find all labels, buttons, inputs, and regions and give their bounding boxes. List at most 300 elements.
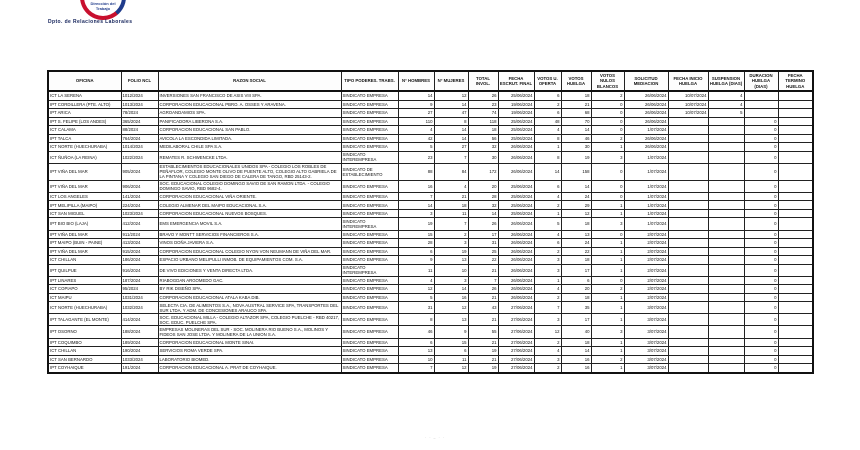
cell: 0 [744,143,778,152]
cell: 27/06/2024 [498,355,534,364]
cell [708,276,744,285]
cell: 14 [561,126,591,135]
table-row [48,302,813,314]
cell: SOC. EDUCACIONAL COLEGIO DOMINGO SAVIO DE SAN RAMON LTDA. - COLEGIO DOMINGO SAVIO, RBD 9682-4. [158,180,341,192]
cell [668,151,708,163]
cell: 31 [398,302,434,314]
cell [668,163,708,180]
cell: 20 [468,180,498,192]
cell: 26/06/2024 [624,117,668,126]
cell: 0 [744,180,778,192]
cell [668,180,708,192]
cell: 19/06/2024 [498,100,534,109]
cell [708,163,744,180]
cell: 27/06/2024 [498,338,534,347]
cell: 3/07/2024 [624,347,668,356]
cell: 25/06/2024 [498,134,534,143]
cell: 16 [561,355,591,364]
cell: 3/07/2024 [624,302,668,314]
cell: 1012/2024 [121,91,158,100]
cell: 1 [591,201,624,210]
table-row [48,91,813,100]
cell: 17 [468,230,498,239]
cell: 13 [561,230,591,239]
cell: CORPORACION EDUCACIONAL MONTE SINAI. [158,338,341,347]
cell: 12 [434,302,468,314]
cell: 6 [534,180,561,192]
cell: 26/06/2024 [498,247,534,256]
cell [778,117,813,126]
cell: 14 [468,209,498,218]
cell: 1/07/2024 [624,209,668,218]
cell: 1/07/2024 [624,218,668,230]
cell [778,247,813,256]
cell [708,247,744,256]
cell: 0 [744,247,778,256]
cell: 13 [398,347,434,356]
cell [668,247,708,256]
cell: 26/06/2024 [498,218,534,230]
cell: DE VIVO EDICIONES Y VENTA DIRECTA LTDA. [158,264,341,276]
cell [708,293,744,302]
cell [778,276,813,285]
cell [778,256,813,265]
cell: 0 [744,347,778,356]
cell: 1/07/2024 [624,180,668,192]
cell: SINDICATO EMPRESA [341,91,398,100]
table-row [48,100,813,109]
cell: ICT LA SERENA [48,91,121,100]
cell: 1 [591,247,624,256]
cell: 412/2024 [121,218,158,230]
cell: IPT VIÑA DEL MAR [48,180,121,192]
cell: 2 [534,293,561,302]
cell: SINDICATO EMPRESA [341,230,398,239]
cell: 3 [534,256,561,265]
cell [778,364,813,373]
table-head [48,71,813,91]
cell: 1 [591,264,624,276]
cell [778,355,813,364]
cell [668,201,708,210]
column-header: VOTOS HUELGA [561,71,591,91]
cell: 4 [708,91,744,100]
table-row [48,192,813,201]
cell: 26/06/2024 [498,143,534,152]
cell: 12 [434,364,468,373]
cell: 3/07/2024 [624,355,668,364]
cell: 0 [744,230,778,239]
cell: 7 [398,192,434,201]
cell: EMPRESAS MOLINERAS DEL SUR - SOC. MOLINERA RIO BUENO S.A., MOLINOS Y FIDEOS SAN JOSE LTDA. Y MOLINERA DE LA UNION S.A. [158,326,341,338]
table-row [48,109,813,118]
cell [778,180,813,192]
cell: SINDICATO EMPRESA [341,276,398,285]
table-row [48,117,813,126]
column-header: N° MUJERES [434,71,468,91]
cell [708,347,744,356]
cell: IPT TALAGANTE (EL MONTE) [48,314,121,326]
cell: 1013/2024 [121,100,158,109]
cell: SINDICATO EMPRESA [341,355,398,364]
cell: 6 [398,247,434,256]
cell: 3 [534,264,561,276]
cell: 46 [398,326,434,338]
cell: 2 [591,134,624,143]
cell: 14 [434,126,468,135]
cell: 27/06/2024 [498,364,534,373]
column-header: FECHA ESCRUT. FINAL [498,71,534,91]
cell: IPT QUILPUE [48,264,121,276]
table-row [48,201,813,210]
cell: 0 [744,355,778,364]
cell: 414/2024 [121,314,158,326]
cell: 11 [434,355,468,364]
cell: 10/07/2024 [668,100,708,109]
cell: 21 [561,100,591,109]
cell: 1 [591,239,624,248]
cell: CORPORACION EDUCACIONAL ATALA KABA DIB. [158,293,341,302]
cell: 191/2024 [121,364,158,373]
cell: 0 [744,209,778,218]
cell: 28 [398,239,434,248]
cell: 84 [434,163,468,180]
cell: 2 [591,355,624,364]
cell: 21 [434,192,468,201]
cell [668,302,708,314]
cell: 1 [591,314,624,326]
cell: EMS EMERGENCIA MOVIL S.A. [158,218,341,230]
cell: 1/07/2024 [624,201,668,210]
cell: 9 [398,100,434,109]
cell [668,338,708,347]
cell: 0 [591,117,624,126]
cell [778,151,813,163]
cell: 3 [591,151,624,163]
cell: IPT ARICA [48,109,121,118]
table-row [48,293,813,302]
cell: 16 [398,180,434,192]
cell: IPT TALCA [48,134,121,143]
cell: 26/06/2024 [498,276,534,285]
cell: SINDICATO EMPRESA [341,180,398,192]
cell: SINDICATO EMPRESA [341,285,398,294]
cell: 1 [591,293,624,302]
cell: 10 [398,355,434,364]
cell: 905/2024 [121,163,158,180]
cell: 27/06/2024 [498,326,534,338]
cell: 1/07/2024 [624,163,668,180]
cell: 14 [534,163,561,180]
cell: 10/07/2024 [668,91,708,100]
cell [778,209,813,218]
cell: IPT VIÑA DEL MAR [48,230,121,239]
cell: 0 [744,302,778,314]
table-row [48,364,813,373]
cell [778,192,813,201]
cell: 1014/2024 [121,143,158,152]
column-header: SOLICITUD MEDIACION [624,71,668,91]
cell: 1 [534,209,561,218]
cell: CORPORACION EDUCACIONAL PBRO. A. OSSES Y ARAVENA. [158,100,341,109]
cell [708,326,744,338]
cell: 5 [398,293,434,302]
cell: 0 [591,126,624,135]
cell: 78/2024 [121,109,158,118]
cell: 2 [534,201,561,210]
cell: IPT COYHAIQUE [48,364,121,373]
cell: 25/06/2024 [498,91,534,100]
cell: 1 [534,143,561,152]
cell: SINDICATO EMPRESA [341,247,398,256]
cell: 4 [434,180,468,192]
cell: 0 [591,163,624,180]
cell [778,326,813,338]
cell: 6 [561,276,591,285]
cell: 2/07/2024 [624,264,668,276]
cell: 6 [398,338,434,347]
cell [708,338,744,347]
cell: SINDICATO EMPRESA [341,192,398,201]
cell: 11 [398,264,434,276]
cell: 29 [561,201,591,210]
cell [778,230,813,239]
cell: ICT MAIPU [48,293,121,302]
cell: 25/06/2024 [498,126,534,135]
cell: SINDICATO EMPRESA [341,109,398,118]
cell: 25/06/2024 [498,201,534,210]
cell: 56 [468,134,498,143]
cell [668,293,708,302]
column-header: N° HOMBRES [398,71,434,91]
report-table [47,70,814,374]
cell: 25/06/2024 [498,192,534,201]
cell: 7 [468,276,498,285]
cell: SINDICATO INTEREMPRESA [341,151,398,163]
cell: 5 [534,218,561,230]
cell: 0 [744,239,778,248]
cell: 27/06/2024 [498,314,534,326]
cell: 906/2024 [121,180,158,192]
column-header: OFICINA [48,71,121,91]
cell: 14 [434,100,468,109]
cell: ICT ÑUÑOA (LA REINA) [48,151,121,163]
cell: 1032/2024 [121,302,158,314]
cell: 0 [744,126,778,135]
cell: 0 [591,109,624,118]
cell: 2/07/2024 [624,239,668,248]
cell: 18 [434,201,468,210]
cell: 0 [744,326,778,338]
cell [708,143,744,152]
cell [778,126,813,135]
cell [668,143,708,152]
cell [668,239,708,248]
cell [708,209,744,218]
cell: 22 [468,256,498,265]
cell: 2 [591,91,624,100]
cell: 21 [468,338,498,347]
cell: 12 [434,91,468,100]
cell: 14 [398,201,434,210]
cell: 3 [398,209,434,218]
cell: 1 [591,143,624,152]
cell [708,364,744,373]
table-row [48,218,813,230]
cell: SINDICATO EMPRESA [341,338,398,347]
cell: 1023/2024 [121,209,158,218]
cell: 13 [434,314,468,326]
cell: 2 [591,285,624,294]
cell: 26/06/2024 [498,239,534,248]
cell: 4 [534,192,561,201]
cell: SINDICATO EMPRESA [341,326,398,338]
cell: 365/2024 [121,117,158,126]
column-header: VOTOS U. OFERTA [534,71,561,91]
cell: 187/2024 [121,276,158,285]
cell [778,218,813,230]
cell: IPT VIÑA DEL MAR [48,163,121,180]
cell: 21 [468,355,498,364]
cell: 40 [561,326,591,338]
cell: SOC. EDUCACIONAL MILLA - COLEGIO ALTAZOR SPA, COLEGIO PUELCHE - RBD 40217, SOC. EDUC. PUELCHE SPA. [159,314,340,325]
cell: 30 [468,151,498,163]
cell [778,314,813,326]
cell: 18 [468,126,498,135]
table-row [48,230,813,239]
column-header: TIPO PODERES. TRABS. [341,71,398,91]
cell: 4 [398,126,434,135]
cell [668,285,708,294]
cell: INVERSIONES SAN FRANCISCO DE ASIS VIII SPA. [158,91,341,100]
cell: IPT COQUIMBO [48,338,121,347]
cell: ICT NORTE (HUECHURABA) [48,143,121,152]
cell: 30 [561,143,591,152]
cell [708,117,744,126]
cell [708,256,744,265]
cell: 26 [468,218,498,230]
column-header: FECHA TERMINO HUELGA [778,71,813,91]
cell: 28 [468,192,498,201]
cell [744,109,778,118]
cell [668,218,708,230]
cell: 15 [434,338,468,347]
cell: COLEGIO ALMENAR DEL MAIPO EDUCACIONAL S.A. [158,201,341,210]
cell: ICT NORTE (HUECHURABA) [48,302,121,314]
cell: SINDICATO EMPRESA [341,293,398,302]
cell: 31 [468,239,498,248]
cell: 25/06/2024 [498,180,534,192]
cell: 2/07/2024 [624,276,668,285]
cell: 3 [591,326,624,338]
department-title: Dpto. de Relaciones Laborales [48,19,133,25]
cell: 19 [561,151,591,163]
institution-logo [80,0,126,20]
cell: 3 [434,239,468,248]
cell: 12 [534,326,561,338]
cell: 10/07/2024 [668,109,708,118]
cell: CORPORACION EDUCACIONAL SAN PABLO. [158,126,341,135]
cell: 19 [398,218,434,230]
cell: 4 [534,126,561,135]
cell: 0 [744,134,778,143]
cell: 18 [561,338,591,347]
column-header: SUSPENSION HUELGA (DIAS) [708,71,744,91]
cell: 1 [591,364,624,373]
table-row [48,151,813,163]
cell: 4 [534,230,561,239]
cell: 24 [561,192,591,201]
table-header-row [48,71,813,91]
cell: 14 [561,180,591,192]
cell: 224/2024 [121,201,158,210]
cell: 1/07/2024 [624,151,668,163]
cell: SINDICATO EMPRESA [341,134,398,143]
cell: 2 [434,230,468,239]
page-footer-mark: · · – · · [425,436,445,440]
cell: 189/2024 [121,338,158,347]
cell: ICT CHILLAN [48,347,121,356]
cell: SINDICATO DE ESTABLECIMIENTO [341,163,398,180]
cell: 14 [398,91,434,100]
cell: 20 [561,285,591,294]
table-row [48,180,813,192]
cell [668,276,708,285]
cell: 1022/2024 [121,151,158,163]
cell: 6 [534,109,561,118]
cell: 3 [591,218,624,230]
cell: 1033/2024 [121,355,158,364]
cell: IPT OSORNO [48,326,121,338]
table-row [48,326,813,338]
cell: 0 [591,192,624,201]
cell [778,239,813,248]
cell: 911/2024 [121,230,158,239]
column-header: TOTAL INVOL. [468,71,498,91]
cell: 17 [561,264,591,276]
cell: 6 [534,239,561,248]
cell: ESPACIO URBANO MELIPULLI INMOB. DE EQUIPAMIENTOS COM. S.A. [158,256,341,265]
cell: 19 [434,247,468,256]
cell: 14 [561,347,591,356]
cell: 42 [398,134,434,143]
cell: 0 [744,276,778,285]
cell: SINDICATO EMPRESA [341,100,398,109]
table-row [48,209,813,218]
cell [744,100,778,109]
cell: IPT BIO BIO (LAJA) [48,218,121,230]
cell: SINDICATO EMPRESA [341,314,398,326]
cell: 158 [561,163,591,180]
cell: 0 [591,230,624,239]
cell: 24 [561,239,591,248]
cell: SELECTA CIA. DE ALIMENTOS S.A., NOVA AUSTRAL SERVICE SPA, TRANSPORTES DEL SUR LTDA. Y ADM. DE CONCESIONES ARAUCO SPA. [158,302,341,314]
cell: 2/07/2024 [624,256,668,265]
cell: 0 [744,314,778,326]
cell: SINDICATO EMPRESA [341,143,398,152]
cell: 141/2024 [121,192,158,201]
cell: PANIFICADORA LIBERONA S.A. [158,117,341,126]
cell: 27 [398,109,434,118]
cell [778,163,813,180]
cell: SINDICATO EMPRESA [341,209,398,218]
cell: 0 [744,218,778,230]
cell: CORPORACION EDUCACIONAL VIÑA ORIENTE. [158,192,341,201]
table-row [48,247,813,256]
cell: 11 [434,209,468,218]
cell: ESTABLECIMIENTOS EDUCACIONALES UNIDOS SPA - COLEGIO LOS ROBLES DE PEÑAFLOR, COLEGIO MONTE OLIVO DE PUENTE ALTO, COLEGIO ALTO GABRIELA DE LA PINTANA Y COLEGIO SAN DIEGO DE CALERA DE TANGO, RBD 25143-2. [158,163,341,180]
cell: IPT MAIPO (BUIN - PAINE) [48,239,121,248]
